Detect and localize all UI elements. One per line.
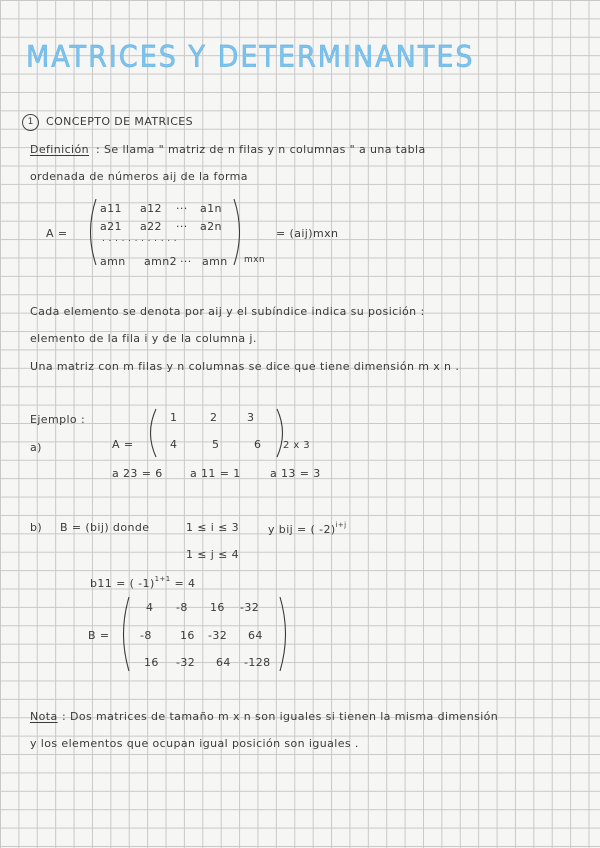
example-b11-exponent: 1+1 bbox=[154, 575, 171, 583]
paragraph-line3: Una matriz con m filas y n columnas se dice que tiene dimensión m x n . bbox=[30, 360, 460, 373]
general-matrix-equals: = (aij)mxn bbox=[276, 227, 339, 240]
example-b-rule bbox=[268, 521, 347, 536]
section-number: 1 bbox=[22, 114, 39, 131]
general-matrix-cell: amn bbox=[100, 255, 126, 268]
matrix-a-value: a 13 = 3 bbox=[270, 467, 321, 480]
general-matrix-cell: a12 bbox=[140, 202, 162, 215]
matrix-a-cell: 6 bbox=[254, 438, 262, 451]
matrix-b-cell: 16 bbox=[210, 601, 225, 614]
matrix-b-left-bracket bbox=[117, 596, 131, 672]
matrix-a-value: a 23 = 6 bbox=[112, 467, 163, 480]
matrix-b-cell: 16 bbox=[180, 629, 195, 642]
paragraph-line2: elemento de la fila i y de la columna j. bbox=[30, 332, 257, 345]
matrix-b-cell: -8 bbox=[176, 601, 188, 614]
matrix-a-cell: 4 bbox=[170, 438, 178, 451]
example-a-label: a) bbox=[30, 441, 42, 454]
example-b-matrix-name: B = bbox=[88, 629, 110, 642]
matrix-b-cell: -32 bbox=[176, 656, 196, 669]
general-matrix-cell: ··· bbox=[176, 220, 188, 233]
general-matrix-name: A = bbox=[46, 227, 68, 240]
example-b11-result: = 4 bbox=[174, 577, 196, 590]
matrix-a-cell: 5 bbox=[212, 438, 220, 451]
matrix-b-cell: 16 bbox=[144, 656, 159, 669]
example-b-condition-j: 1 ≤ j ≤ 4 bbox=[186, 548, 240, 561]
matrix-b-cell: 64 bbox=[248, 629, 263, 642]
matrix-a-value: a 11 = 1 bbox=[190, 467, 241, 480]
example-label: Ejemplo : bbox=[30, 413, 86, 426]
matrix-b-cell: -32 bbox=[208, 629, 228, 642]
note-line1: : Dos matrices de tamaño m x n son iguales si tienen la misma dimensión bbox=[62, 710, 499, 723]
note-label: Nota bbox=[30, 710, 58, 723]
matrix-a-cell: 1 bbox=[170, 411, 178, 424]
example-b-label: b) bbox=[30, 521, 43, 534]
matrix-a-cell: 3 bbox=[247, 411, 255, 424]
definition-line1: : Se llama " matriz de n filas y n columnas " a una tabla bbox=[96, 143, 426, 156]
matrix-b-cell: -32 bbox=[240, 601, 260, 614]
definition-label: Definición bbox=[30, 143, 89, 156]
matrix-a-dimension: 2 x 3 bbox=[283, 440, 310, 451]
example-b-condition-i: 1 ≤ i ≤ 3 bbox=[186, 521, 240, 534]
general-matrix-dots: . . . . . . . . . . . . bbox=[102, 234, 177, 244]
matrix-b-right-bracket bbox=[278, 596, 292, 672]
general-matrix-left-bracket bbox=[84, 198, 98, 266]
matrix-a-left-bracket bbox=[144, 408, 158, 458]
general-matrix-cell: amn2 bbox=[144, 255, 178, 268]
general-matrix-size: mxn bbox=[244, 255, 265, 265]
example-b11 bbox=[90, 575, 195, 590]
general-matrix-cell: a11 bbox=[100, 202, 122, 215]
general-matrix-cell: amn bbox=[202, 255, 228, 268]
matrix-b-cell: 64 bbox=[216, 656, 231, 669]
example-b-rule-exponent: i+j bbox=[335, 521, 347, 529]
example-b-definition: B = (bij) donde bbox=[60, 521, 150, 534]
general-matrix-cell: ··· bbox=[176, 202, 188, 215]
example-b-rule-base: y bij = ( -2) bbox=[268, 523, 336, 536]
example-b11-base: b11 = ( -1) bbox=[90, 577, 155, 590]
matrix-b-cell: 4 bbox=[146, 601, 154, 614]
definition-line2: ordenada de números aij de la forma bbox=[30, 170, 248, 183]
general-matrix-cell: a1n bbox=[200, 202, 222, 215]
paragraph-line1: Cada elemento se denota por aij y el subíndice indica su posición : bbox=[30, 305, 425, 318]
matrix-b-cell: -8 bbox=[140, 629, 152, 642]
page-title: MATRICES Y DETERMINANTES bbox=[26, 40, 475, 75]
matrix-b-cell: -128 bbox=[244, 656, 271, 669]
matrix-a-cell: 2 bbox=[210, 411, 218, 424]
example-a-matrix-name: A = bbox=[112, 438, 134, 451]
note-line2: y los elementos que ocupan igual posición son iguales . bbox=[30, 737, 359, 750]
general-matrix-cell: a22 bbox=[140, 220, 162, 233]
general-matrix-cell: ··· bbox=[180, 255, 192, 268]
section-heading: CONCEPTO DE MATRICES bbox=[46, 115, 194, 128]
general-matrix-cell: a2n bbox=[200, 220, 222, 233]
general-matrix-cell: a21 bbox=[100, 220, 122, 233]
